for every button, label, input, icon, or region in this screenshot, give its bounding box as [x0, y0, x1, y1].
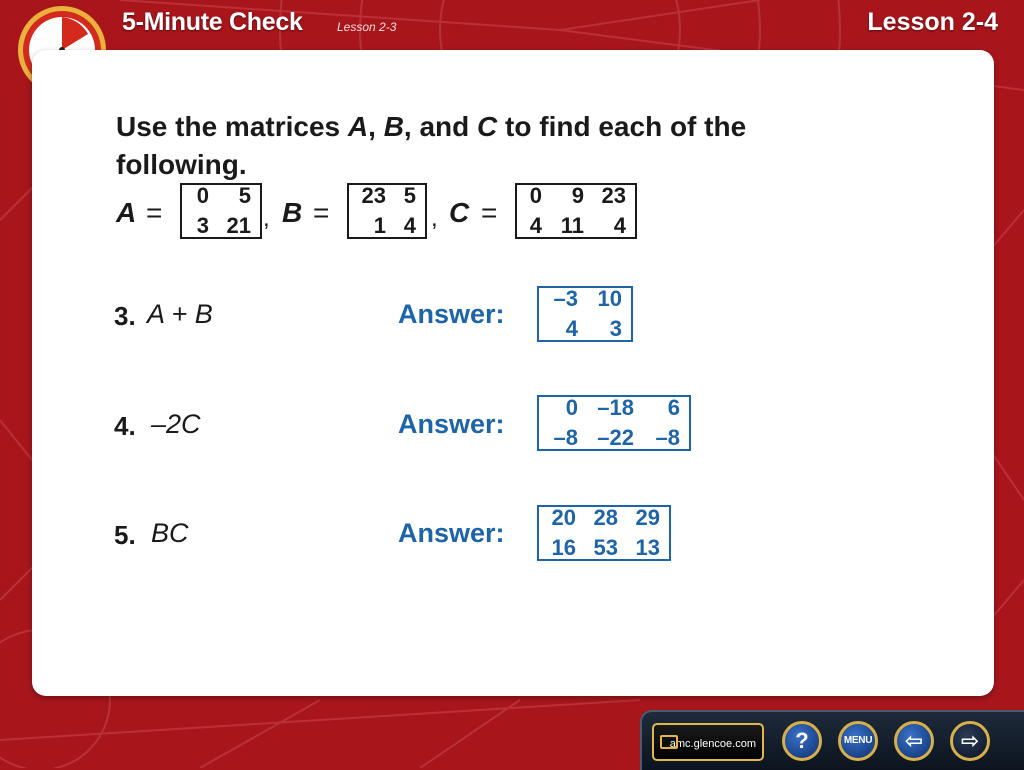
question-number: 5. [114, 520, 136, 550]
prompt-var-c: C [477, 111, 498, 142]
lesson-label: Lesson 2-4 [867, 8, 998, 36]
matrix-cell: 53 [593, 535, 618, 560]
question-expression: –2C [151, 409, 201, 439]
header-subtitle: Lesson 2-3 [337, 20, 397, 34]
matrix-c [515, 183, 637, 239]
back-button[interactable] [894, 721, 934, 761]
matrix-cell: 1 [373, 213, 386, 238]
matrix-cell: 28 [593, 505, 618, 530]
matrix-cell: 0 [529, 183, 542, 208]
computer-icon [660, 735, 678, 749]
matrix-cell: 23 [601, 183, 626, 208]
matrix-cell: 5 [403, 183, 416, 208]
prompt-comma: , [368, 111, 384, 142]
question-number: 3. [114, 301, 136, 331]
matrix-cell: 4 [613, 213, 626, 238]
matrix-cell: 6 [667, 395, 680, 420]
comma: , [263, 205, 270, 232]
equals-sign: = [146, 197, 163, 228]
prompt-line2: following. [116, 149, 247, 180]
matrix-cell: 0 [565, 395, 578, 420]
matrix-cell: 20 [551, 505, 576, 530]
forward-button[interactable] [950, 721, 990, 761]
glencoe-link-label: amc.glencoe.com [669, 738, 756, 750]
answer-matrix [537, 286, 633, 342]
matrix-b [347, 183, 427, 239]
prompt-text [116, 108, 746, 184]
matrix-cell: 9 [571, 183, 584, 208]
menu-button[interactable]: MENU [838, 721, 878, 761]
matrix-c-label: C [449, 197, 470, 228]
matrix-cell: –8 [553, 425, 578, 450]
matrix-a [180, 183, 262, 239]
answer-matrix [537, 395, 691, 451]
answer-label: Answer: [398, 518, 505, 548]
equals-sign: = [313, 197, 330, 228]
matrix-a-label: A [116, 197, 137, 228]
matrix-cell: 10 [597, 286, 622, 311]
matrix-cell: 4 [565, 316, 578, 341]
matrix-cell: 23 [361, 183, 386, 208]
prompt-and: , and [403, 111, 478, 142]
equals-sign: = [481, 197, 498, 228]
answer-matrix [537, 505, 671, 561]
matrix-cell: 11 [560, 213, 584, 238]
matrix-cell: 4 [403, 213, 416, 238]
matrix-cell: –18 [597, 395, 634, 420]
prompt-line1-pre: Use the matrices [116, 111, 348, 142]
matrix-cell: –22 [597, 425, 634, 450]
matrix-cell: 21 [226, 213, 251, 238]
matrix-cell: –3 [553, 286, 578, 311]
comma: , [431, 205, 438, 232]
answer-label: Answer: [398, 409, 505, 439]
right-arrow-icon: ⇨ [960, 728, 980, 753]
question-expression: BC [151, 518, 189, 548]
matrix-cell: 5 [238, 183, 251, 208]
prompt-line1-post: to find each of the [497, 111, 747, 142]
matrix-cell: 13 [635, 535, 660, 560]
matrix-cell: 29 [635, 505, 660, 530]
matrix-cell: 0 [196, 183, 209, 208]
matrix-cell: –8 [655, 425, 680, 450]
help-button[interactable]: ? [782, 721, 822, 761]
matrix-cell: 4 [529, 213, 542, 238]
prompt-var-b: B [383, 111, 404, 142]
matrix-cell: 3 [609, 316, 622, 341]
matrix-cell: 3 [196, 213, 209, 238]
answer-label: Answer: [398, 299, 505, 329]
glencoe-link[interactable] [652, 723, 764, 761]
question-expression: A + B [147, 299, 213, 329]
prompt-var-a: A [347, 111, 369, 142]
matrix-b-label: B [282, 197, 303, 228]
left-arrow-icon: ⇦ [904, 728, 924, 753]
question-number: 4. [114, 411, 136, 441]
header-title: 5-Minute Check [122, 8, 303, 36]
matrix-cell: 16 [551, 535, 576, 560]
